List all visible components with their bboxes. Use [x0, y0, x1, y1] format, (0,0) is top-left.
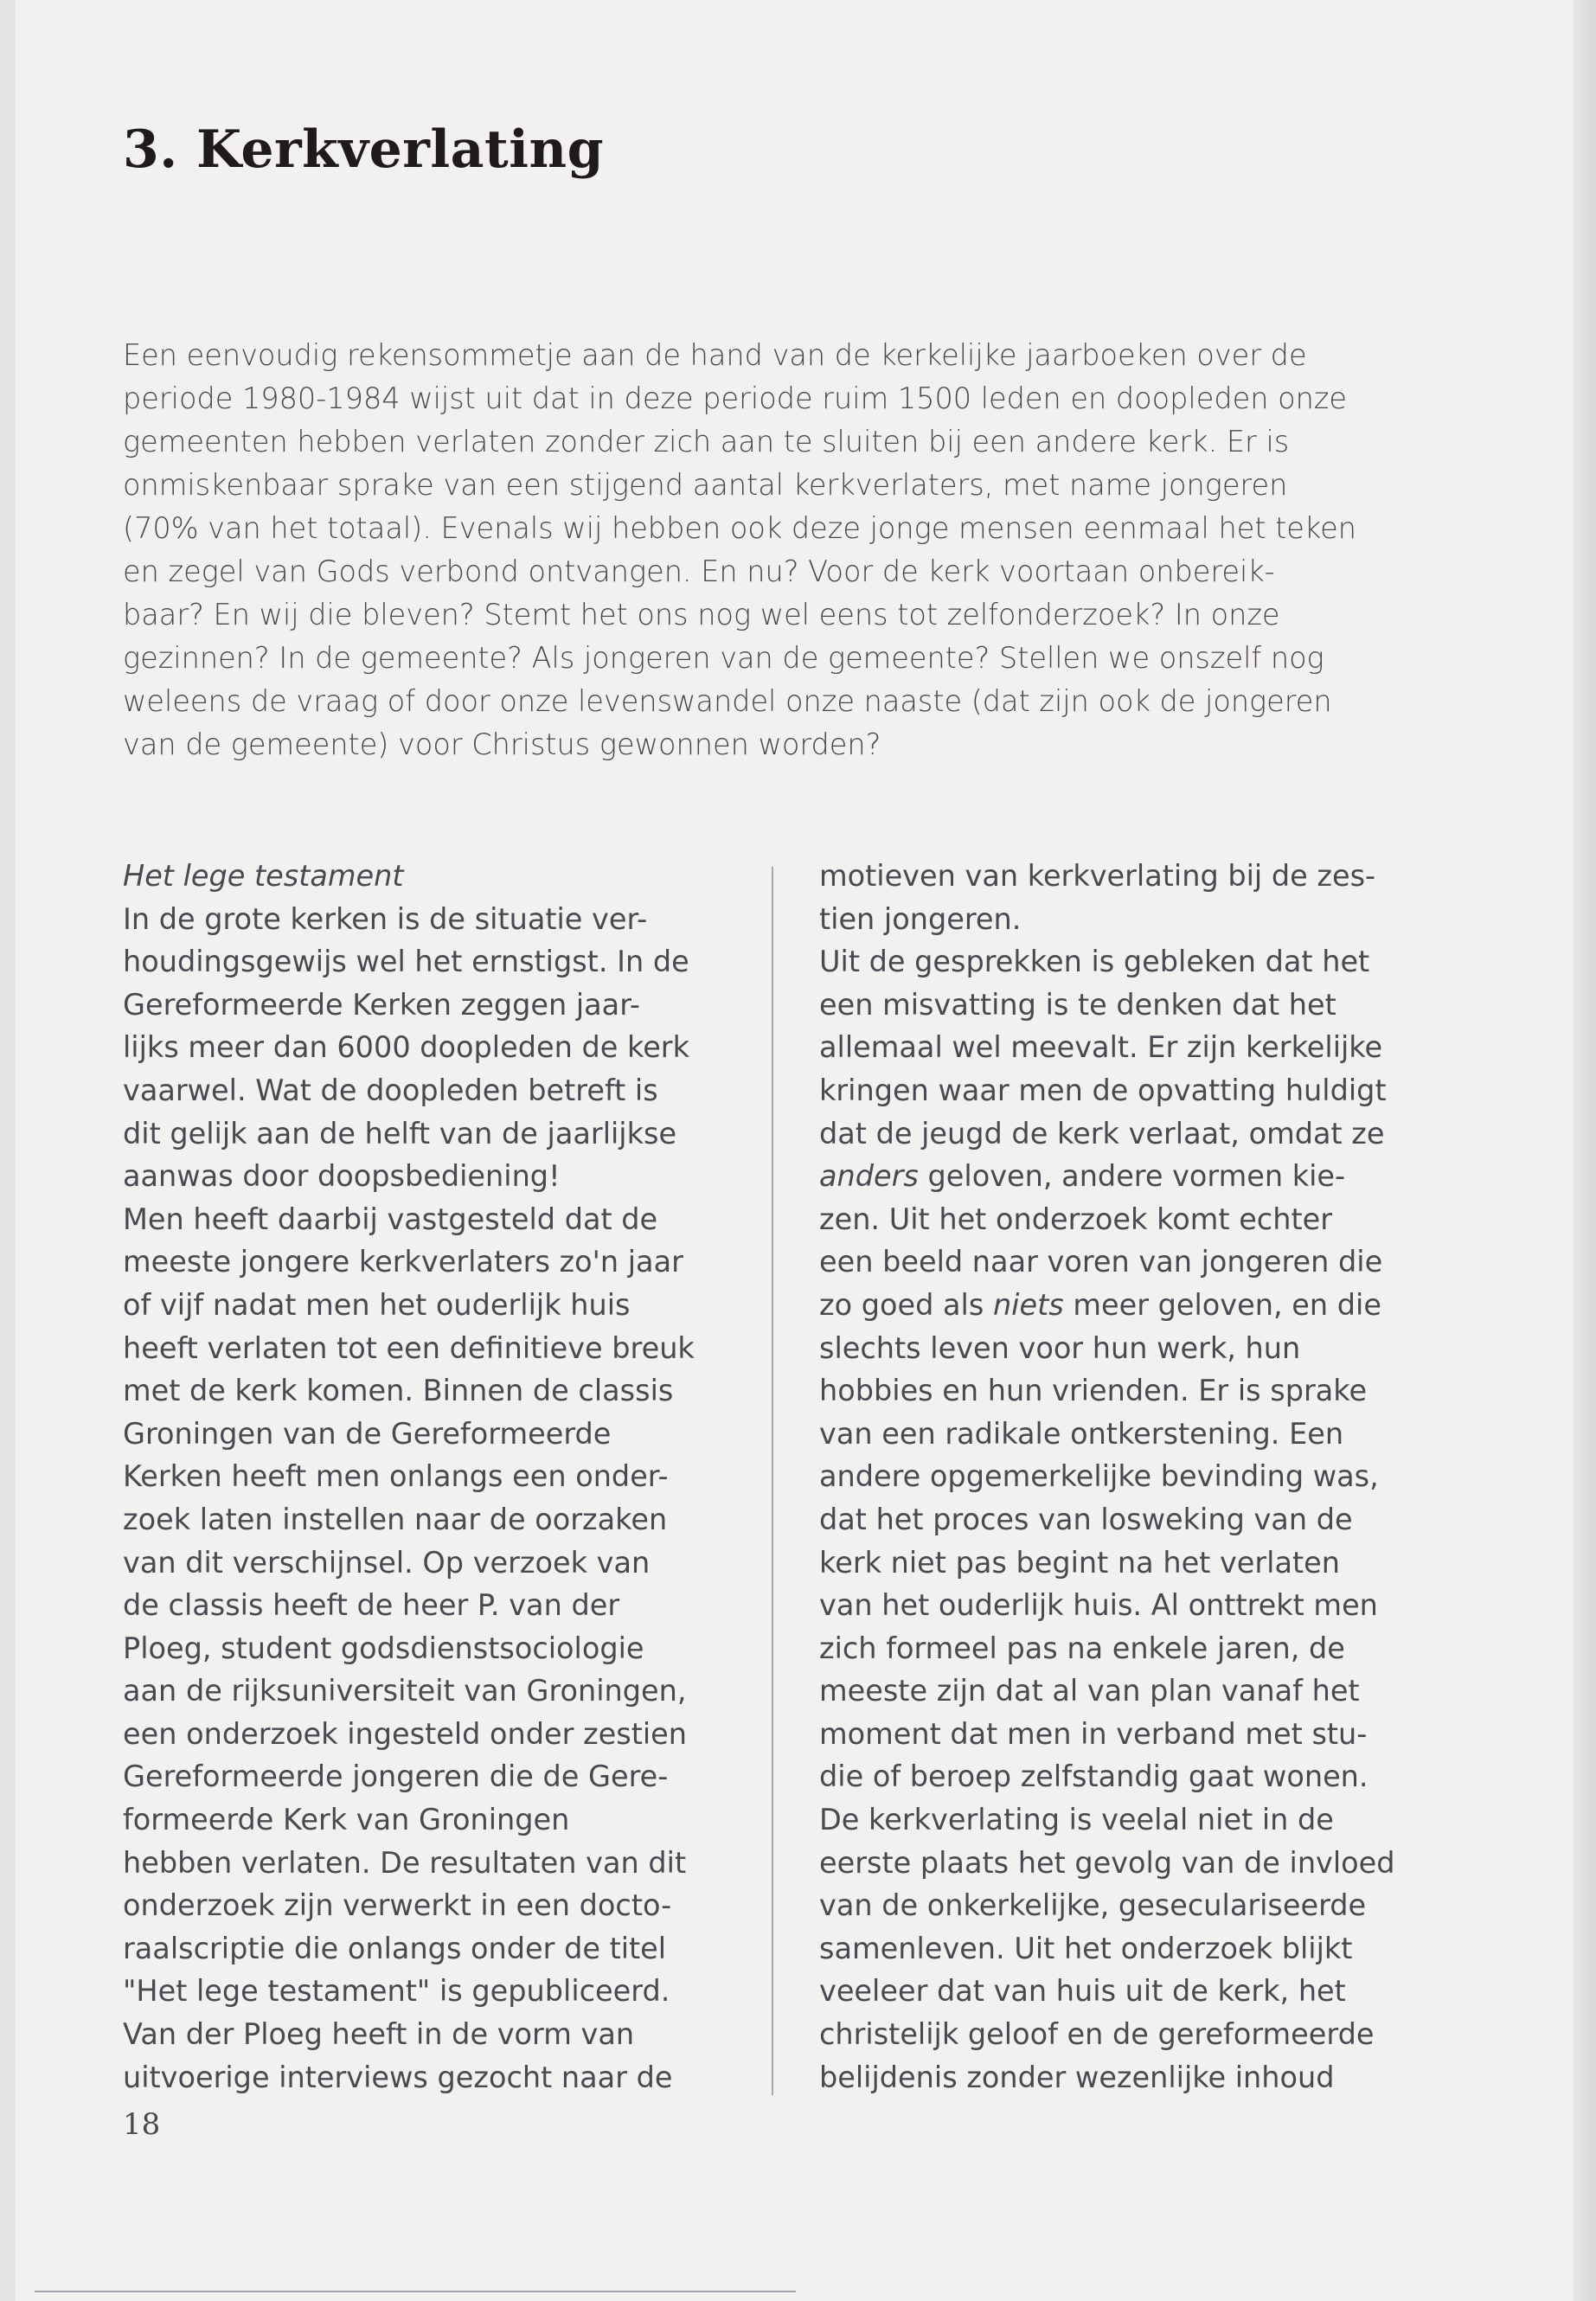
- body-line: of vijf nadat men het ouderlijk huis: [123, 1287, 631, 1322]
- body-line: moment dat men in verband met stu-: [819, 1716, 1368, 1751]
- body-line: Ploeg, student godsdienstsociologie: [123, 1631, 644, 1665]
- emphasis-anders: anders: [819, 1159, 919, 1194]
- body-line: [819, 1155, 1442, 1198]
- body-line: tien jongeren.: [819, 901, 1022, 936]
- body-line: motieven van kerkverlating bij de zes-: [819, 859, 1376, 893]
- bottom-rule: [35, 2291, 796, 2292]
- body-line: heeft verlaten tot een definitieve breuk: [123, 1330, 695, 1365]
- body-line: hobbies en hun vrienden. Er is sprake: [819, 1374, 1368, 1408]
- body-line: [819, 1284, 1442, 1327]
- body-line: Kerken heeft men onlangs een onder-: [123, 1459, 669, 1494]
- body-line: slechts leven voor hun werk, hun: [819, 1330, 1301, 1365]
- body-line: belijdenis zonder wezenlijke inhoud: [819, 2060, 1335, 2094]
- body-line: dit gelijk aan de helft van de jaarlijkse: [123, 1116, 677, 1150]
- intro-paragraph: [123, 334, 1420, 766]
- body-line: dat de jeugd de kerk verlaat, omdat ze: [819, 1116, 1385, 1150]
- right-column: [819, 855, 1442, 2099]
- body-line: aan de rijksuniversiteit van Groningen,: [123, 1674, 687, 1708]
- page-right-edge: [1574, 0, 1596, 2301]
- body-line: allemaal wel meevalt. Er zijn kerkelijke: [819, 1030, 1383, 1065]
- body-line: een misvatting is te denken dat het: [819, 987, 1336, 1022]
- body-line: zoek laten instellen naar de oorzaken: [123, 1502, 668, 1536]
- body-line: aanwas door doopsbediening!: [123, 1159, 561, 1194]
- body-line: uitvoerige interviews gezocht naar de: [123, 2060, 673, 2094]
- intro-line: weleens de vraag of door onze levenswandel onze naaste (dat zijn ook de jongeren: [123, 684, 1332, 718]
- body-line: hebben verlaten. De resultaten van dit: [123, 1845, 687, 1880]
- intro-line: (70% van het totaal). Evenals wij hebben ook deze jonge mensen eenmaal het teken: [123, 511, 1356, 545]
- body-line-pre: zo goed als: [819, 1287, 993, 1322]
- body-line: zich formeel pas na enkele jaren, de: [819, 1631, 1345, 1665]
- intro-line: en zegel van Gods verbond ontvangen. En nu? Voor de kerk voortaan onbereik-: [123, 554, 1275, 588]
- body-line: dat het proces van losweking van de: [819, 1502, 1353, 1536]
- body-line-rest: geloven, andere vormen kie-: [918, 1159, 1346, 1194]
- body-line: houdingsgewijs wel het ernstigst. In de: [123, 945, 689, 979]
- page-left-edge: [0, 0, 16, 2301]
- left-column: [123, 855, 746, 2099]
- body-line: zen. Uit het onderzoek komt echter: [819, 1202, 1332, 1236]
- intro-line: Een eenvoudig rekensommetje aan de hand van de kerkelijke jaarboeken over de: [123, 338, 1307, 372]
- chapter-title: 3. Kerkverlating: [123, 119, 605, 180]
- body-line: Uit de gesprekken is gebleken dat het: [819, 945, 1370, 979]
- body-line: Gereformeerde jongeren die de Gere-: [123, 1759, 669, 1794]
- intro-line: periode 1980-1984 wijst uit dat in deze periode ruim 1500 leden en doopleden onze: [123, 381, 1348, 415]
- body-line: Men heeft daarbij vastgesteld dat de: [123, 1202, 658, 1236]
- body-line: van de onkerkelijke, geseculariseerde: [819, 1888, 1367, 1923]
- emphasis-niets: niets: [992, 1287, 1064, 1322]
- body-line: andere opgemerkelijke bevinding was,: [819, 1459, 1379, 1494]
- column-divider: [772, 867, 773, 2095]
- intro-line: van de gemeente) voor Christus gewonnen worden?: [123, 727, 881, 761]
- body-line: een beeld naar voren van jongeren die: [819, 1245, 1383, 1279]
- body-line: lijks meer dan 6000 doopleden de kerk: [123, 1030, 689, 1065]
- intro-line: gezinnen? In de gemeente? Als jongeren van de gemeente? Stellen we onszelf nog: [123, 641, 1324, 675]
- body-line: eerste plaats het gevolg van de invloed: [819, 1845, 1395, 1880]
- body-line: kerk niet pas begint na het verlaten: [819, 1545, 1340, 1580]
- body-line: De kerkverlating is veelal niet in de: [819, 1803, 1334, 1837]
- body-line-post: meer geloven, en die: [1063, 1287, 1381, 1322]
- body-line: Van der Ploeg heeft in de vorm van: [123, 2017, 635, 2052]
- body-line: christelijk geloof en de gereformeerde: [819, 2017, 1375, 2052]
- body-line: Gereformeerde Kerken zeggen jaar-: [123, 987, 640, 1022]
- body-line: "Het lege testament" is gepubliceerd.: [123, 1974, 670, 2009]
- intro-line: onmiskenbaar sprake van een stijgend aantal kerkverlaters, met name jongeren: [123, 468, 1288, 502]
- body-line: de classis heeft de heer P. van der: [123, 1588, 620, 1623]
- body-line: van het ouderlijk huis. Al onttrekt men: [819, 1588, 1378, 1623]
- body-line: van dit verschijnsel. Op verzoek van: [123, 1545, 651, 1580]
- body-line: raalscriptie die onlangs onder de titel: [123, 1931, 667, 1965]
- body-line: van een radikale ontkerstening. Een: [819, 1416, 1344, 1451]
- intro-line: gemeenten hebben verlaten zonder zich aan te sluiten bij een andere kerk. Er is: [123, 425, 1290, 458]
- body-line: die of beroep zelfstandig gaat wonen.: [819, 1759, 1368, 1794]
- body-line: meeste jongere kerkverlaters zo'n jaar: [123, 1245, 683, 1279]
- body-line: een onderzoek ingesteld onder zestien: [123, 1716, 688, 1751]
- body-line: meeste zijn dat al van plan vanaf het: [819, 1674, 1360, 1708]
- intro-line: baar? En wij die bleven? Stemt het ons nog wel eens tot zelfonderzoek? In onze: [123, 598, 1280, 631]
- body-line: In de grote kerken is de situatie ver-: [123, 901, 648, 936]
- body-line: met de kerk komen. Binnen de classis: [123, 1374, 674, 1408]
- body-line: samenleven. Uit het onderzoek blijkt: [819, 1931, 1353, 1965]
- body-line: kringen waar men de opvatting huldigt: [819, 1073, 1387, 1107]
- body-line: Groningen van de Gereformeerde: [123, 1416, 612, 1451]
- body-line: vaarwel. Wat de doopleden betreft is: [123, 1073, 658, 1107]
- body-line: veeleer dat van huis uit de kerk, het: [819, 1974, 1346, 2009]
- section-subheading: Het lege testament: [123, 859, 404, 893]
- page-number: 18: [123, 2107, 161, 2142]
- body-line: onderzoek zijn verwerkt in een docto-: [123, 1888, 672, 1923]
- body-line: formeerde Kerk van Groningen: [123, 1803, 570, 1837]
